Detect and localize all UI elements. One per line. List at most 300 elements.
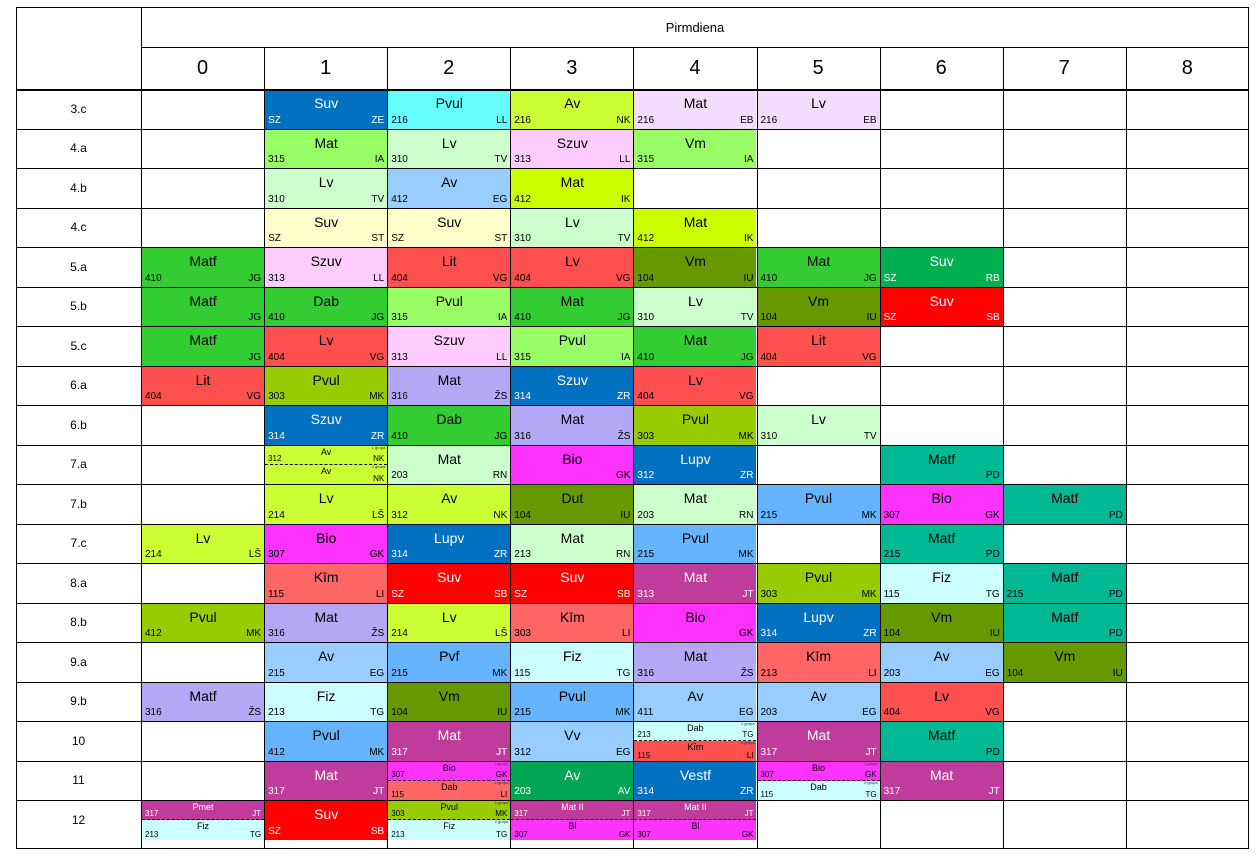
lesson-subject: Pvul (312, 727, 340, 743)
class-label-6.b: 6.b (70, 417, 87, 432)
lesson-cell[interactable] (265, 209, 387, 248)
lesson-cell[interactable] (265, 604, 387, 643)
lesson-room: 312 (637, 470, 655, 481)
lesson-cell[interactable] (634, 248, 756, 287)
lesson-cell[interactable] (758, 722, 880, 761)
lesson-room: 115 (268, 588, 285, 600)
class-label-8.a: 8.a (70, 575, 87, 590)
lesson-subject: Lv (441, 608, 457, 625)
lesson-room: 312 (514, 746, 531, 758)
lesson-cell[interactable] (388, 367, 510, 406)
lesson-cell[interactable] (511, 327, 633, 366)
lesson-subject: Bio (685, 608, 706, 625)
lesson-cell[interactable] (511, 762, 633, 801)
lesson-cell[interactable] (388, 564, 510, 603)
lesson-teacher: VG (862, 351, 877, 363)
lesson-cell[interactable] (142, 288, 264, 327)
lesson-teacher: EG (492, 193, 508, 205)
lesson-cell[interactable] (388, 762, 510, 801)
lesson-group-top (388, 801, 510, 820)
lesson-teacher: LŠ (495, 628, 508, 639)
lesson-room: 410 (514, 312, 531, 323)
lesson-room: 317 (760, 746, 778, 758)
lesson-cell[interactable] (265, 564, 387, 603)
lesson-cell[interactable] (758, 643, 880, 682)
lesson-room: 216 (514, 114, 531, 126)
lesson-teacher: IU (1112, 667, 1123, 679)
lesson-room: 316 (145, 707, 162, 718)
class-label-7.b: 7.b (70, 496, 87, 511)
lesson-cell[interactable] (511, 485, 633, 524)
lesson-group-top (511, 801, 633, 820)
lesson-cell[interactable] (634, 801, 756, 840)
lesson-cell[interactable] (388, 90, 510, 129)
lesson-room: 215 (760, 509, 778, 521)
lesson-teacher: TG (496, 829, 508, 839)
class-label-4.a: 4.a (70, 141, 87, 156)
lesson-room: SZ (268, 114, 281, 126)
class-label-9.a: 9.a (70, 654, 87, 669)
lesson-cell[interactable] (511, 604, 633, 643)
class-label-8.b: 8.b (70, 615, 87, 630)
lesson-cell[interactable] (388, 446, 510, 485)
lesson-subject: Lv (564, 213, 580, 230)
lesson-teacher: AV (617, 786, 631, 797)
lesson-subject: Pvul (804, 490, 833, 506)
lesson-subject: Lupv (680, 450, 711, 467)
lesson-cell[interactable] (265, 446, 387, 485)
lesson-teacher: PD (985, 549, 1000, 560)
lesson-room: 404 (145, 391, 162, 402)
lesson-cell[interactable] (634, 327, 756, 366)
lesson-room: SZ (391, 233, 404, 244)
grid-row-line (16, 642, 1249, 643)
lesson-subject: Pvul (558, 332, 586, 348)
lesson-teacher: TG (249, 829, 262, 839)
lesson-group-bottom (142, 820, 264, 839)
lesson-group-bottom (634, 741, 756, 760)
lesson-room: 404 (268, 351, 285, 363)
lesson-room: 213 (637, 730, 651, 740)
lesson-cell[interactable] (511, 169, 633, 208)
lesson-teacher: MK (738, 549, 754, 560)
lesson-room: 216 (760, 114, 778, 126)
lesson-subject: Av (441, 490, 458, 506)
lesson-teacher: ZR (617, 391, 631, 402)
lesson-room: SZ (883, 272, 897, 284)
lesson-cell[interactable] (1004, 485, 1126, 524)
lesson-cell[interactable] (265, 643, 387, 682)
lesson-room: 317 (268, 786, 285, 797)
lesson-teacher: VG (492, 272, 508, 284)
lesson-room: 317 (145, 809, 159, 819)
lesson-teacher: EG (369, 667, 385, 679)
lesson-room: 213 (145, 829, 159, 839)
period-header-2: 2 (443, 56, 455, 79)
class-label-12: 12 (71, 812, 86, 827)
lesson-room: 314 (514, 391, 531, 402)
lesson-cell[interactable] (511, 248, 633, 287)
lesson-subject: Matf (189, 292, 217, 309)
lesson-room: 410 (760, 272, 778, 284)
lesson-subject: Szuv (556, 371, 588, 388)
lesson-teacher: GK (865, 769, 877, 779)
lesson-subject: Pvul (681, 529, 710, 546)
lesson-teacher: IA (374, 154, 385, 165)
lesson-teacher: ŽS (248, 707, 262, 718)
lesson-cell[interactable] (1004, 564, 1126, 603)
lesson-room: 115 (637, 750, 651, 760)
lesson-cell[interactable] (265, 762, 387, 801)
lesson-cell[interactable] (634, 367, 756, 406)
lesson-cell[interactable] (881, 762, 1003, 801)
lesson-cell[interactable] (758, 406, 880, 445)
lesson-room: 310 (637, 312, 655, 323)
grid-right (1248, 7, 1249, 849)
lesson-cell[interactable] (388, 683, 510, 722)
lesson-cell[interactable] (758, 564, 880, 603)
grid-row-line (16, 247, 1249, 248)
lesson-teacher: MK (738, 430, 754, 442)
lesson-subject: Lv (441, 134, 457, 151)
lesson-teacher: ZE (371, 114, 385, 126)
grid-row-line (16, 326, 1249, 327)
lesson-teacher: VG (369, 351, 385, 363)
lesson-teacher: RB (985, 272, 1000, 284)
lesson-subject: Mat (683, 213, 708, 230)
lesson-group: 2.grupa (864, 780, 878, 785)
lesson-subject: Dab (313, 292, 339, 309)
lesson-cell[interactable] (634, 288, 756, 327)
period-header-1: 1 (320, 56, 332, 79)
lesson-cell[interactable] (511, 130, 633, 169)
lesson-subject: Bl (691, 821, 700, 832)
lesson-cell[interactable] (881, 643, 1003, 682)
lesson-cell[interactable] (265, 722, 387, 761)
lesson-teacher: IU (866, 312, 877, 323)
lesson-cell[interactable] (265, 801, 387, 840)
lesson-group-top (388, 762, 510, 781)
lesson-teacher: IK (744, 233, 754, 244)
lesson-cell[interactable] (881, 564, 1003, 603)
lesson-cell[interactable] (881, 525, 1003, 564)
lesson-teacher: ŽS (371, 628, 385, 639)
lesson-cell[interactable] (634, 762, 756, 801)
lesson-group: 2.grupa (494, 820, 509, 825)
lesson-teacher: IA (620, 351, 631, 363)
lesson-cell[interactable] (388, 169, 510, 208)
lesson-cell[interactable] (881, 288, 1003, 327)
lesson-room: 115 (883, 588, 900, 600)
lesson-room: 203 (391, 470, 408, 481)
lesson-cell[interactable] (758, 485, 880, 524)
lesson-teacher: JG (740, 351, 754, 363)
lesson-teacher: TV (371, 193, 385, 205)
lesson-cell[interactable] (388, 130, 510, 169)
grid-top (16, 7, 1249, 8)
lesson-room: 314 (268, 430, 285, 442)
lesson-cell[interactable] (511, 367, 633, 406)
lesson-teacher: TV (494, 154, 508, 165)
lesson-subject: Mat (683, 648, 708, 664)
lesson-cell[interactable] (142, 327, 264, 366)
lesson-cell[interactable] (265, 169, 387, 208)
lesson-cell[interactable] (142, 525, 264, 564)
lesson-cell[interactable] (511, 722, 633, 761)
lesson-room: 203 (883, 667, 901, 679)
lesson-subject: Matf (1051, 608, 1079, 625)
lesson-room: 104 (760, 312, 778, 323)
lesson-cell[interactable] (634, 564, 756, 603)
lesson-group-top (758, 762, 880, 781)
lesson-subject: Av (318, 648, 335, 664)
lesson-cell[interactable] (881, 485, 1003, 524)
lesson-cell[interactable] (634, 446, 756, 485)
lesson-subject: Mat (437, 450, 461, 467)
lesson-subject: Lv (318, 490, 334, 506)
lesson-cell[interactable] (511, 801, 633, 840)
lesson-teacher: JT (988, 786, 1000, 797)
lesson-room: 317 (883, 786, 901, 797)
lesson-cell[interactable] (265, 327, 387, 366)
lesson-cell[interactable] (881, 683, 1003, 722)
lesson-cell[interactable] (265, 90, 387, 129)
lesson-teacher: EG (739, 707, 754, 718)
lesson-teacher: JG (371, 312, 385, 323)
lesson-room: 115 (391, 790, 404, 799)
lesson-cell[interactable] (634, 683, 756, 722)
lesson-teacher: SB (370, 825, 385, 837)
lesson-cell[interactable] (142, 367, 264, 406)
lesson-subject: Pvul (189, 608, 217, 625)
lesson-cell[interactable] (265, 130, 387, 169)
lesson-subject: Vm (684, 134, 706, 151)
lesson-subject: Av (564, 766, 581, 783)
lesson-group-bottom (511, 820, 633, 839)
lesson-cell[interactable] (388, 722, 510, 761)
lesson-teacher: LL (496, 351, 508, 363)
lesson-room: 216 (637, 114, 655, 126)
class-label-5.c: 5.c (70, 338, 87, 353)
lesson-cell[interactable] (758, 762, 880, 801)
lesson-cell[interactable] (634, 525, 756, 564)
lesson-teacher: SB (986, 312, 1000, 323)
lesson-room: 303 (514, 628, 531, 639)
lesson-room: 213 (514, 549, 531, 560)
period-header-7: 7 (1058, 56, 1070, 79)
lesson-cell[interactable] (881, 722, 1003, 761)
lesson-room: 104 (637, 272, 655, 284)
grid-row-line (16, 405, 1249, 406)
lesson-teacher: VG (739, 391, 754, 402)
lesson-cell[interactable] (265, 683, 387, 722)
lesson-room: 317 (514, 809, 528, 819)
lesson-room: 412 (637, 233, 655, 244)
lesson-cell[interactable] (511, 209, 633, 248)
lesson-room: 410 (637, 351, 655, 363)
lesson-cell[interactable] (265, 406, 387, 445)
lesson-teacher: IU (620, 509, 631, 521)
lesson-cell[interactable] (634, 209, 756, 248)
lesson-subject: Av (441, 174, 458, 190)
class-label-3.c: 3.c (70, 101, 87, 116)
lesson-room: 104 (391, 707, 408, 718)
lesson-room: 310 (268, 193, 285, 205)
lesson-teacher: IU (989, 628, 1000, 639)
lesson-cell[interactable] (265, 485, 387, 524)
lesson-cell[interactable] (265, 288, 387, 327)
lesson-teacher: JT (252, 809, 262, 819)
lesson-subject: Matf (928, 727, 956, 743)
lesson-cell[interactable] (758, 288, 880, 327)
lesson-subject: Lit (195, 371, 211, 388)
lesson-group: 1.grupa (740, 722, 755, 726)
lesson-cell[interactable] (388, 801, 510, 840)
lesson-room: 213 (391, 829, 405, 839)
grid-row-line (16, 721, 1249, 722)
lesson-cell[interactable] (758, 90, 880, 129)
lesson-subject: Szuv (433, 332, 465, 348)
lesson-teacher: GK (369, 549, 385, 560)
lesson-group: 1.grupa (494, 801, 509, 805)
lesson-subject: Vm (438, 687, 460, 704)
lesson-subject: Pvul (312, 371, 340, 388)
lesson-room: 404 (760, 351, 778, 363)
lesson-teacher: JG (494, 430, 508, 442)
lesson-teacher: EG (862, 707, 877, 718)
lesson-cell[interactable] (634, 604, 756, 643)
lesson-room: SZ (883, 312, 897, 323)
lesson-cell[interactable] (388, 643, 510, 682)
lesson-teacher: JG (248, 312, 262, 323)
lesson-room: 203 (637, 509, 655, 521)
lesson-cell[interactable] (758, 248, 880, 287)
class-label-4.b: 4.b (70, 180, 87, 195)
lesson-subject: Av (320, 446, 332, 457)
lesson-cell[interactable] (511, 446, 633, 485)
lesson-room: 303 (268, 391, 285, 402)
lesson-cell[interactable] (511, 643, 633, 682)
lesson-cell[interactable] (388, 288, 510, 327)
lesson-subject: Mat (560, 529, 585, 546)
lesson-cell[interactable] (634, 90, 756, 129)
lesson-room: 215 (514, 707, 531, 718)
lesson-room: 215 (1006, 588, 1024, 600)
lesson-group: 1.grupa (864, 761, 878, 766)
lesson-cell[interactable] (511, 525, 633, 564)
lesson-cell[interactable] (1004, 604, 1126, 643)
lesson-subject: Pvul (435, 292, 463, 309)
lesson-cell[interactable] (634, 643, 756, 682)
lesson-room: 214 (145, 549, 162, 560)
lesson-teacher: GK (615, 470, 631, 481)
lesson-cell[interactable] (511, 90, 633, 129)
lesson-room: 412 (514, 193, 531, 205)
lesson-cell[interactable] (881, 446, 1003, 485)
lesson-room: SZ (391, 588, 404, 600)
lesson-teacher: JG (248, 272, 262, 284)
grid-row-line (16, 603, 1249, 604)
lesson-cell[interactable] (511, 288, 633, 327)
lesson-teacher: TG (616, 667, 631, 679)
lesson-subject: Mat (683, 332, 708, 348)
lesson-cell[interactable] (388, 525, 510, 564)
lesson-teacher: RN (739, 509, 754, 521)
lesson-cell[interactable] (265, 525, 387, 564)
lesson-cell[interactable] (634, 406, 756, 445)
lesson-cell[interactable] (265, 367, 387, 406)
lesson-cell[interactable] (758, 683, 880, 722)
lesson-cell[interactable] (881, 604, 1003, 643)
lesson-room: 307 (883, 509, 901, 521)
lesson-room: 115 (760, 790, 774, 799)
lesson-cell[interactable] (511, 683, 633, 722)
class-label-7.a: 7.a (70, 457, 87, 472)
lesson-subject: Dab (687, 723, 704, 733)
class-label-4.c: 4.c (70, 220, 87, 235)
lesson-room: 410 (268, 312, 285, 323)
lesson-cell[interactable] (142, 683, 264, 722)
lesson-subject: Szuv (556, 134, 588, 151)
lesson-subject: Mat (560, 174, 585, 190)
day-header: Pirmdiena (665, 19, 725, 35)
lesson-cell[interactable] (511, 564, 633, 603)
period-header-0: 0 (196, 56, 209, 79)
lesson-cell[interactable] (1004, 643, 1126, 682)
lesson-room: 310 (391, 154, 408, 165)
lesson-teacher: PD (985, 470, 1000, 481)
lesson-cell[interactable] (142, 604, 264, 643)
lesson-subject: Pvul (440, 802, 458, 812)
lesson-cell[interactable] (388, 327, 510, 366)
lesson-teacher: PD (1108, 628, 1123, 639)
lesson-room: 314 (760, 628, 778, 639)
lesson-cell[interactable] (388, 248, 510, 287)
lesson-teacher: ŽS (494, 391, 508, 402)
lesson-subject: Fiz (316, 687, 336, 704)
lesson-room: 115 (514, 667, 531, 679)
lesson-cell[interactable] (388, 604, 510, 643)
lesson-teacher: ST (371, 233, 385, 244)
lesson-subject: Vm (1054, 648, 1076, 664)
lesson-room: 317 (391, 746, 408, 758)
lesson-cell[interactable] (881, 248, 1003, 287)
period-header-4: 4 (689, 56, 701, 79)
lesson-cell[interactable] (265, 248, 387, 287)
lesson-cell[interactable] (388, 209, 510, 248)
lesson-cell[interactable] (388, 485, 510, 524)
lesson-cell[interactable] (634, 485, 756, 524)
lesson-cell[interactable] (142, 248, 264, 287)
lesson-subject: Mat (314, 134, 338, 151)
lesson-teacher: TV (863, 430, 877, 442)
lesson-cell[interactable] (142, 801, 264, 840)
lesson-cell[interactable] (758, 327, 880, 366)
lesson-teacher: LŠ (248, 549, 262, 560)
lesson-teacher: JT (744, 809, 754, 819)
lesson-room: 213 (268, 707, 285, 718)
lesson-cell[interactable] (511, 406, 633, 445)
lesson-cell[interactable] (758, 604, 880, 643)
class-label-10: 10 (71, 733, 86, 748)
period-header-5: 5 (812, 56, 824, 79)
lesson-room: SZ (268, 233, 281, 244)
lesson-cell[interactable] (634, 130, 756, 169)
lesson-room: 317 (637, 809, 651, 819)
lesson-cell[interactable] (388, 406, 510, 445)
lesson-cell[interactable] (634, 722, 756, 761)
lesson-room: 404 (883, 707, 901, 718)
